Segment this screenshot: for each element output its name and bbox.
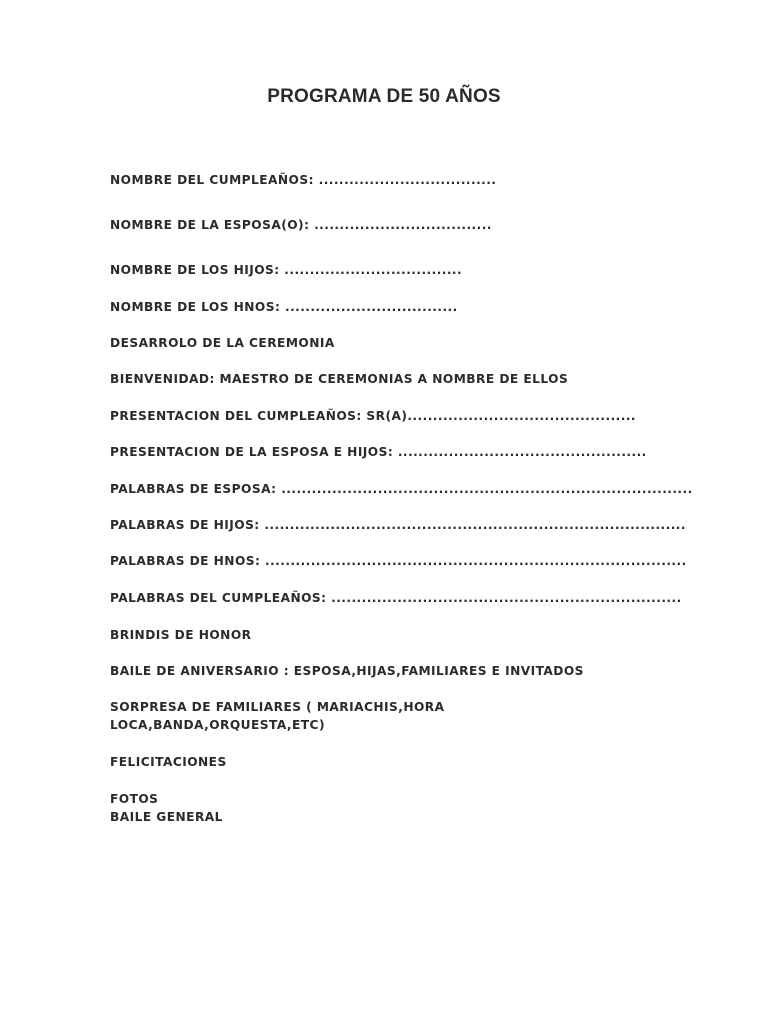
- anniversary-dance-line: BAILE DE ANIVERSARIO : ESPOSA,HIJAS,FAMILIARES E INVITADOS: [110, 664, 584, 678]
- family-surprise-line: SORPRESA DE FAMILIARES ( MARIACHIS,HORA LOCA,BANDA,ORQUESTA,ETC): [110, 700, 445, 732]
- photos-line: FOTOS: [110, 792, 159, 806]
- siblings-words-line: PALABRAS DE HNOS: ...................................................................................: [110, 554, 687, 568]
- spouse-words-line: PALABRAS DE ESPOSA: .................................................................................: [110, 482, 693, 496]
- siblings-names-line: NOMBRE DE LOS HNOS: ..................................: [110, 300, 458, 314]
- spouse-children-presentation-line: PRESENTACION DE LA ESPOSA E HIJOS: .................................................: [110, 445, 647, 459]
- document-title: PROGRAMA DE 50 AÑOS: [267, 86, 501, 107]
- welcome-line: BIENVENIDAD: MAESTRO DE CEREMONIAS A NOMBRE DE ELLOS: [110, 372, 569, 386]
- ceremony-heading: DESARROLO DE LA CEREMONIA: [110, 336, 335, 350]
- spouse-name-line: NOMBRE DE LA ESPOSA(O): ...................................: [110, 218, 492, 232]
- toast-line: BRINDIS DE HONOR: [110, 628, 252, 642]
- birthday-words-line: PALABRAS DEL CUMPLEAÑOS: .....................................................................: [110, 591, 682, 605]
- birthday-person-name-line: NOMBRE DEL CUMPLEAÑOS: ...................................: [110, 173, 497, 187]
- general-dance-line: BAILE GENERAL: [110, 810, 223, 824]
- congratulations-line: FELICITACIONES: [110, 755, 227, 769]
- children-words-line: PALABRAS DE HIJOS: ...................................................................................: [110, 518, 686, 532]
- children-names-line: NOMBRE DE LOS HIJOS: ...................................: [110, 263, 463, 277]
- birthday-presentation-line: PRESENTACION DEL CUMPLEAÑOS: SR(A).............................................: [110, 409, 636, 423]
